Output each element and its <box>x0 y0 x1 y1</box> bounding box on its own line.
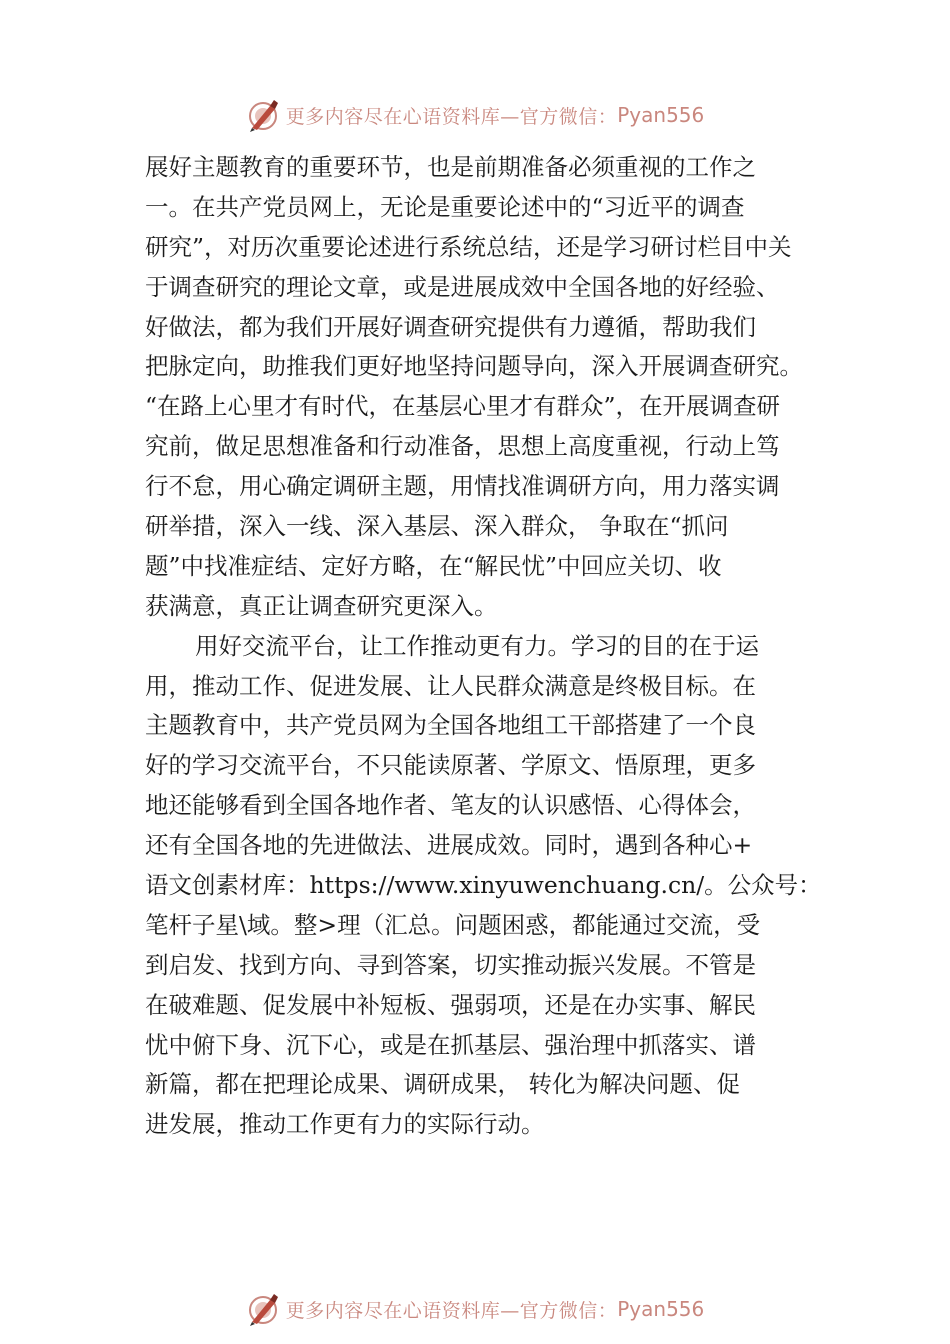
text-line: 好的学习交流平台，不只能读原著、学原文、悟原理，更多 <box>145 751 756 780</box>
header-text: 更多内容尽在心语资料库—官方微信： <box>285 105 618 128</box>
document-body <box>145 148 845 1145</box>
text-line: 地还能够看到全国各地作者、笔友的认识感悟、心得体会， <box>145 791 756 820</box>
pen-logo-icon <box>246 97 282 133</box>
text-line: 获满意，真正让调查研究更深入。 <box>145 591 498 620</box>
text-line: 用，推动工作、促进发展、让人民群众满意是终极目标。在 <box>145 671 756 700</box>
text-line: 展好主题教育的重要环节，也是前期准备必须重视的工作之 <box>145 153 756 181</box>
text-line: 忧中俯下身、沉下心，或是在抓基层、强治理中抓落实、谱 <box>145 1030 756 1059</box>
text-line: 好做法，都为我们开展好调查研究提供有力遵循，帮助我们 <box>145 312 756 341</box>
text-line: 在破难题、促发展中补短板、强弱项，还是在办实事、解民 <box>145 990 756 1019</box>
footer-text: 更多内容尽在心语资料库—官方微信： <box>285 1299 618 1322</box>
text-line: “在路上心里才有时代，在基层心里才有群众”，在开展调查研 <box>145 392 781 421</box>
text-line: 题”中找准症结、定好方略，在“解民忧”中回应关切、收 <box>145 551 722 580</box>
text-line: 用好交流平台，让工作推动更有力。学习的目的在于运 <box>195 631 759 660</box>
text-line: 还有全国各地的先进做法、进展成效。同时，遇到各种心+ <box>145 831 753 860</box>
header-handle: Pyan556 <box>617 103 705 127</box>
text-line: 一。在共产党员网上，无论是重要论述中的“习近平的调查 <box>145 192 745 221</box>
text-line: 于调查研究的理论文章，或是进展成效中全国各地的好经验、 <box>145 272 780 301</box>
text-line: 主题教育中，共产党员网为全国各地组工干部搭建了一个良 <box>145 711 756 740</box>
footer-handle: Pyan556 <box>617 1297 705 1321</box>
text-line: 究前，做足思想准备和行动准备，思想上高度重视，行动上笃 <box>145 432 780 461</box>
text-line: 笔杆子星\域。整>理（汇总。问题困惑，都能通过交流，受 <box>145 910 761 939</box>
text-line: 新篇，都在把理论成果、调研成果， 转化为解决问题、促 <box>145 1070 740 1099</box>
footer-banner <box>0 1287 950 1331</box>
text-line: 到启发、找到方向、寻到答案，切实推动振兴发展。不管是 <box>145 950 756 979</box>
text-line: 研举措，深入一线、深入基层、深入群众， 争取在“抓问 <box>145 512 729 541</box>
text-line: 进发展，推动工作更有力的实际行动。 <box>145 1110 545 1139</box>
text-line: 研究”，对历次重要论述进行系统总结，还是学习研讨栏目中关 <box>145 232 792 261</box>
pen-logo-icon <box>246 1291 282 1327</box>
text-line: 把脉定向，助推我们更好地坚持问题导向，深入开展调查研究。 <box>145 352 803 381</box>
text-line: 行不怠，用心确定调研主题，用情找准调研方向，用力落实调 <box>145 472 780 501</box>
text-line: 语文创素材库：https://www.xinyuwenchuang.cn/。公众号： <box>145 871 822 900</box>
header-banner <box>0 93 950 137</box>
